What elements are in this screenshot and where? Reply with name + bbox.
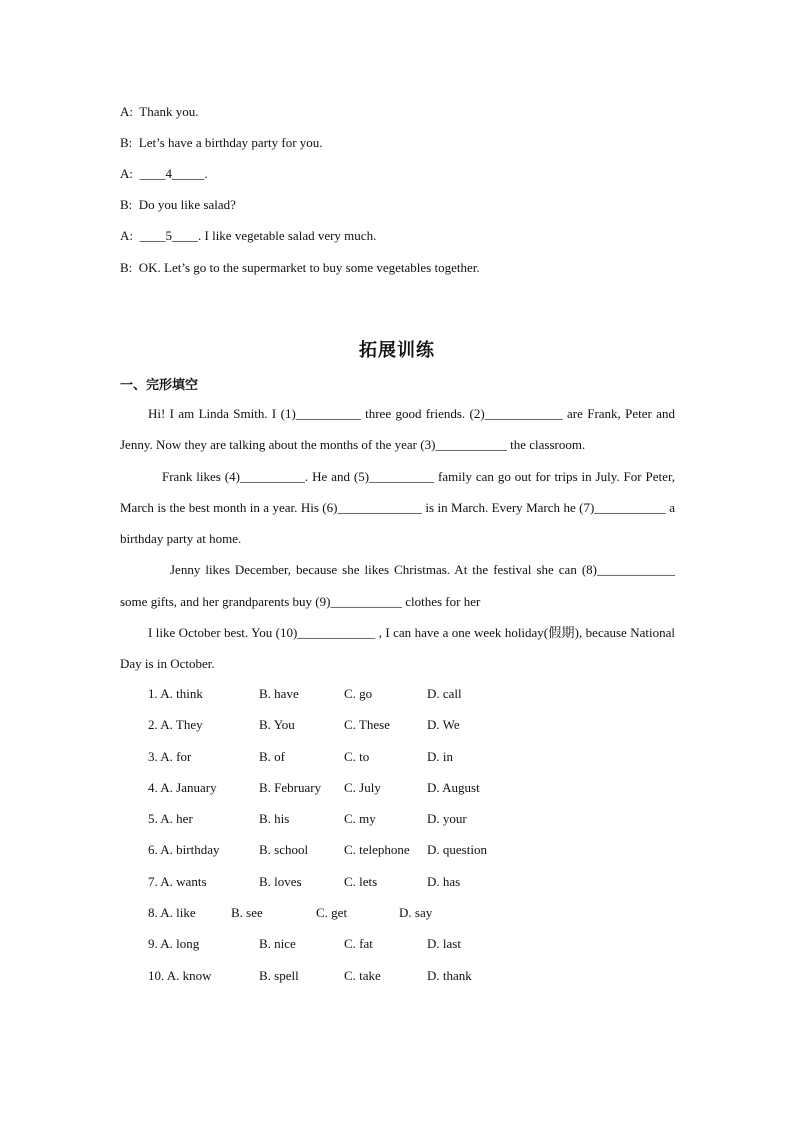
option-b: B. loves <box>259 873 302 889</box>
option-d: D. has <box>427 873 461 889</box>
option-c: C. get <box>316 905 348 921</box>
option-b: B. his <box>259 811 290 827</box>
option-b: B. see <box>231 905 263 921</box>
option-a: 4. A. January <box>148 779 217 795</box>
option-a: 10. A. know <box>148 967 212 983</box>
option-c: C. my <box>344 811 376 827</box>
option-b: B. February <box>259 779 322 795</box>
option-c: C. lets <box>344 873 378 889</box>
option-c: C. telephone <box>344 842 410 858</box>
option-c: C. These <box>344 717 390 733</box>
option-b: B. of <box>259 748 285 764</box>
option-a: 9. A. long <box>148 936 200 952</box>
option-b: B. spell <box>259 967 299 983</box>
option-d: D. your <box>427 811 467 827</box>
option-b: B. school <box>259 842 309 858</box>
dialog-line-6: B: OK. Let’s go to the supermarket to buy some vegetables together. <box>120 260 480 275</box>
option-d: D. August <box>427 779 480 795</box>
dialog-line-1: A: Thank you. <box>120 104 199 119</box>
section-heading: 一、完形填空 <box>120 378 199 393</box>
option-a: 1. A. think <box>148 686 203 701</box>
option-b: B. nice <box>259 936 296 952</box>
option-d: D. We <box>427 717 460 733</box>
option-d: D. call <box>427 686 462 701</box>
dialog-line-5: A: ____5____. I like vegetable salad very much. <box>120 228 377 243</box>
option-d: D. question <box>427 842 487 858</box>
passage-paragraph-2: Frank likes (4)__________. He and (5)__________ family can go out for trips in July. For Peter, March is the best month in a year. His (6)_____________ is in March. Every March he (7)___________ a birthday party at home. <box>120 468 675 547</box>
option-c: C. go <box>344 686 373 701</box>
option-c: C. July <box>344 779 381 795</box>
option-b: B. You <box>259 717 295 733</box>
option-d: D. thank <box>427 967 472 983</box>
option-a: 6. A. birthday <box>148 842 220 858</box>
option-d: D. in <box>427 748 453 764</box>
option-d: D. say <box>399 905 433 921</box>
cloze-passage <box>120 398 675 680</box>
dialog-line-4: B: Do you like salad? <box>120 197 236 212</box>
option-c: C. take <box>344 967 381 983</box>
passage-paragraph-3: Jenny likes December, because she likes Christmas. At the festival she can (8)____________ some gifts, and her grandparents buy (9)___________ clothes for her <box>120 562 675 609</box>
dialog-line-3: A: ____4_____. <box>120 166 208 181</box>
option-c: C. fat <box>344 936 373 952</box>
option-a: 3. A. for <box>148 748 192 764</box>
passage-paragraph-4: I like October best. You (10)____________ , I can have a one week holiday(假期), because National Day is in October. <box>120 625 675 672</box>
option-a: 7. A. wants <box>148 873 207 889</box>
dialog-line-2: B: Let’s have a birthday party for you. <box>120 135 323 150</box>
option-b: B. have <box>259 686 299 701</box>
option-c: C. to <box>344 748 370 764</box>
option-a: 8. A. like <box>148 905 196 921</box>
passage-paragraph-1: Hi! I am Linda Smith. I (1)__________ three good friends. (2)____________ are Frank, Peter and Jenny. Now they are talking about the months of the year (3)___________ the classroom. <box>120 406 675 453</box>
option-d: D. last <box>427 936 461 952</box>
option-a: 2. A. They <box>148 717 203 733</box>
page-title: 拓展训练 <box>359 340 435 361</box>
option-a: 5. A. her <box>148 811 193 827</box>
